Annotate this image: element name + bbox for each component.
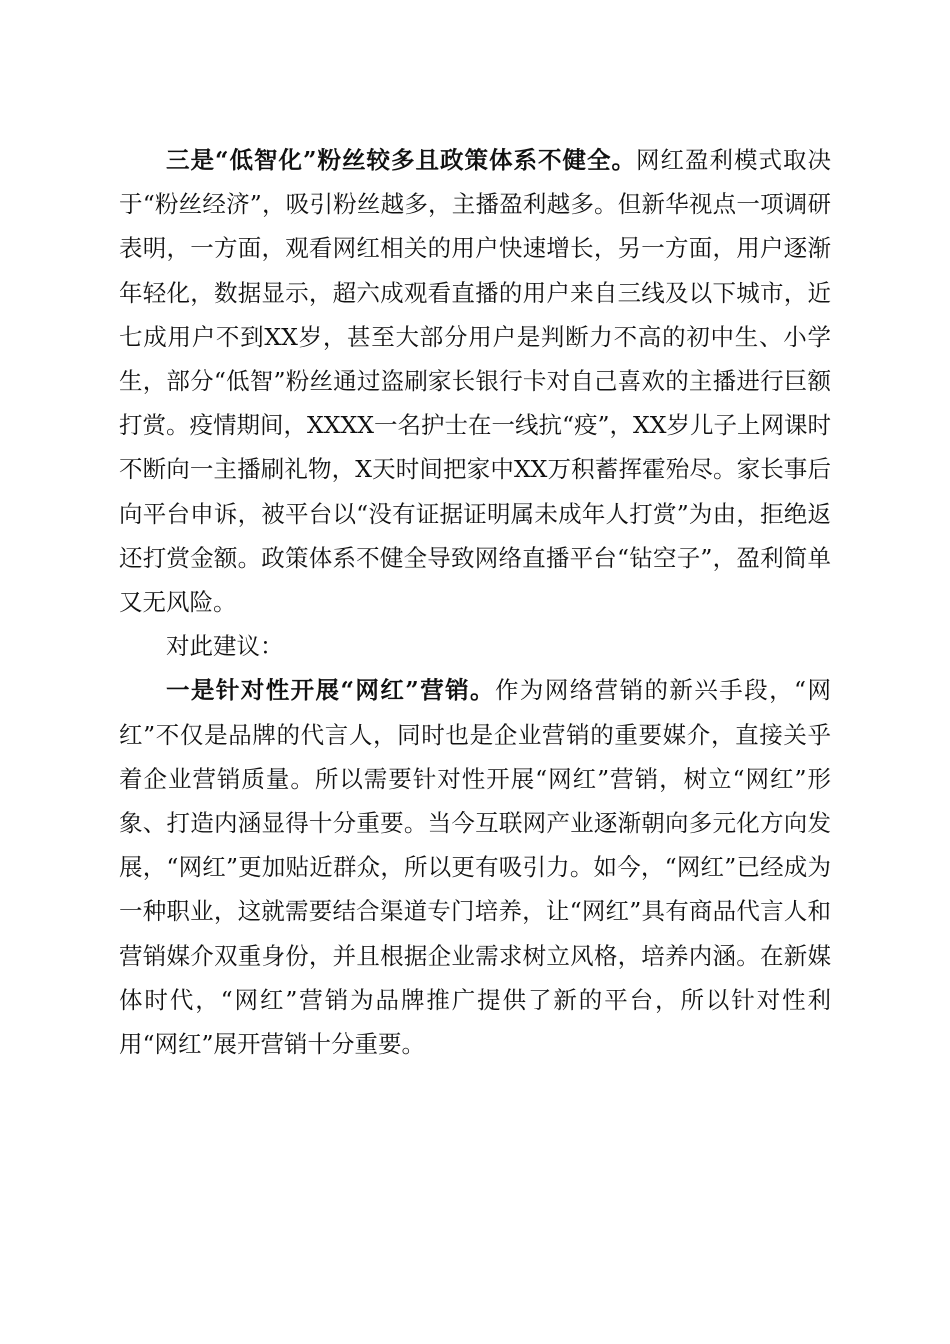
paragraph-heading: 三是“低智化”粉丝较多且政策体系不健全。 [166,146,636,174]
paragraph-suggestions-intro [119,624,831,668]
paragraph-text: 对此建议： [166,632,284,661]
paragraph-text: 作为网络营销的新兴手段，“网红”不仅是品牌的代言人，同时也是企业营销的重要媒介，直接关乎着企业营销质量。所以需要针对性开展“网红”营销，树立“网红”形象、打造内涵显得十分重要。当今互联网产业逐渐朝向多元化方向发展，“网红”更加贴近群众，所以更有吸引力。如今，“网红”已经成为一种职业，这就需要结合渠道专门培养，让“网红”具有商品代言人和营销媒介双重身份，并且根据企业需求树立风格，培养内涵。在新媒体时代，“网红”营销为品牌推广提供了新的平台，所以针对性利用“网红”展开营销十分重要。 [119,676,831,1059]
document-body [119,138,831,1066]
paragraph-heading: 一是针对性开展“网红”营销。 [166,676,495,705]
paragraph-text: 网红盈利模式取决于“粉丝经济”，吸引粉丝越多，主播盈利越多。但新华视点一项调研表明，一方面，观看网红相关的用户快速增长，另一方面，用户逐渐年轻化，数据显示，超六成观看直播的用户来自三线及以下城市，近七成用户不到XX岁，甚至大部分用户是判断力不高的初中生、小学生，部分“低智”粉丝通过盗刷家长银行卡对自己喜欢的主播进行巨额打赏。疫情期间，XXXX一名护士在一线抗“疫”，XX岁儿子上网课时不断向一主播刷礼物，X天时间把家中XX万积蓄挥霍殆尽。家长事后向平台申诉，被平台以“没有证据证明属未成年人打赏”为由，拒绝返还打赏金额。政策体系不健全导致网络直播平台“钻空子”，盈利简单又无风险。 [119,146,831,617]
paragraph-targeted-marketing [119,668,831,1066]
paragraph-low-intelligence-fans [119,138,831,624]
